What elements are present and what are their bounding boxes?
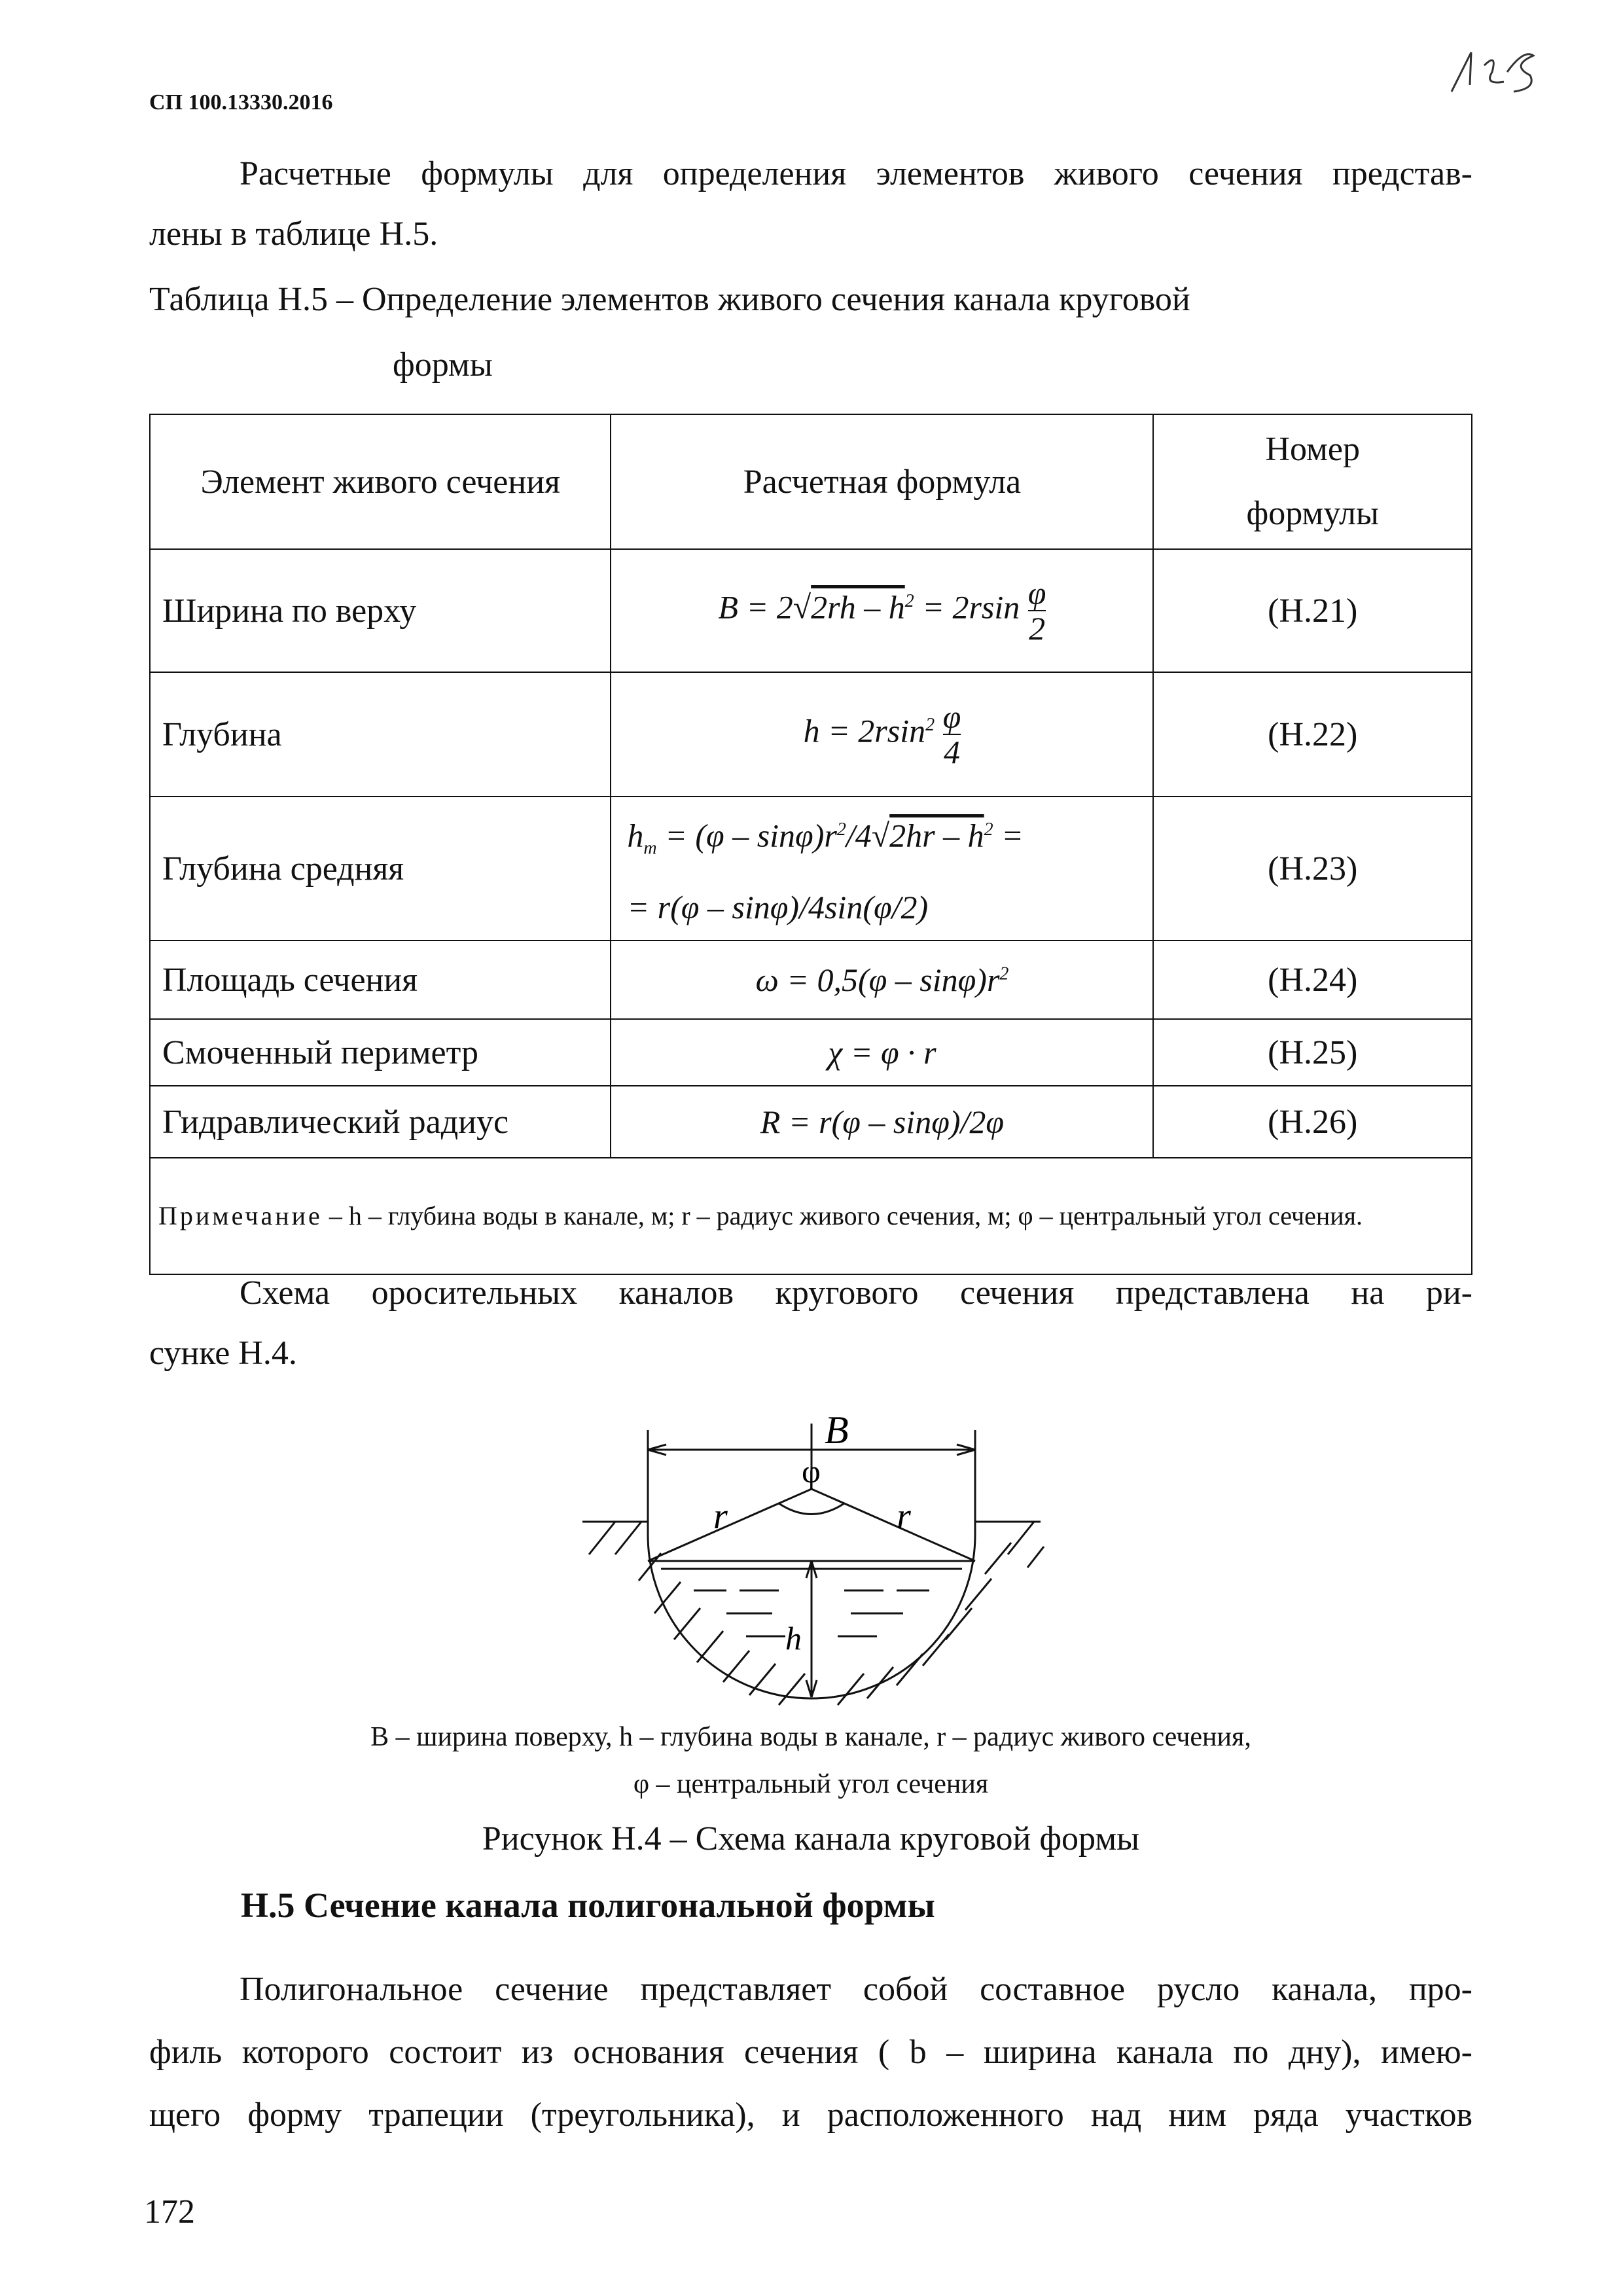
section-heading: Н.5 Сечение канала полигональной формы xyxy=(241,1886,935,1925)
row-element: Ширина по верху xyxy=(150,549,611,672)
section-body-line-1: Полигональное сечение представляет собой составное русло канала, про- xyxy=(240,1971,1472,2008)
table-note: Примечание – h – глубина воды в канале, м; r – радиус живого сечения, м; φ – центральный угол сечения. xyxy=(150,1158,1472,1274)
formula-h26: R = r(φ – sinφ)/2φ xyxy=(611,1086,1153,1158)
scheme-intro-line-1: Схема оросительных каналов кругового сечения представлена на ри- xyxy=(240,1274,1472,1312)
row-element: Гидравлический радиус xyxy=(150,1086,611,1158)
row-element: Глубина xyxy=(150,672,611,797)
label-h: h xyxy=(785,1620,802,1657)
formula-h21: $B = 2√2rh - h^2 = 2rsin$ $\frac{\varphi}{2}$ xyxy=(611,549,1153,672)
figure-legend-line-2: φ – центральный угол сечения xyxy=(633,1769,989,1799)
row-element: Смоченный периметр xyxy=(150,1019,611,1086)
table-header-row xyxy=(150,414,1472,549)
header-element: Элемент живого сечения xyxy=(150,414,611,549)
table-row xyxy=(150,549,1472,672)
table-row xyxy=(150,797,1472,941)
header-formula: Расчетная формула xyxy=(611,414,1153,549)
figure-legend-line-1: B – ширина поверху, h – глубина воды в канале, r – радиус живого сечения, xyxy=(370,1722,1251,1752)
table-row xyxy=(150,1086,1472,1158)
formula-h22: h = 2rsin$^2$ $\frac{\varphi}{4}$ xyxy=(611,672,1153,797)
handwritten-number xyxy=(1445,46,1543,105)
row-element: Глубина средняя xyxy=(150,797,611,941)
table-caption-line-2: формы xyxy=(393,346,493,384)
table-row xyxy=(150,941,1472,1019)
table-caption-line-1: Таблица Н.5 – Определение элементов живого сечения канала круговой xyxy=(149,281,1190,318)
section-body-line-2: филь которого состоит из основания сечения ( b – ширина канала по дну), имею- xyxy=(149,2034,1472,2071)
row-number: (Н.25) xyxy=(1153,1019,1472,1086)
table-note-row xyxy=(150,1158,1472,1274)
channel-diagram xyxy=(576,1404,1047,1712)
formula-h23: $h_m = (\varphi - \sin\varphi)r^2/4√2hr - h^2$ = = r(φ – sinφ)/4sin(φ/2) xyxy=(611,797,1153,941)
channel-figure xyxy=(576,1404,1047,1712)
figure-title: Рисунок Н.4 – Схема канала круговой формы xyxy=(482,1820,1140,1857)
row-number: (Н.22) xyxy=(1153,672,1472,797)
scheme-intro-line-2: сунке Н.4. xyxy=(149,1335,297,1372)
formula-h25: χ = φ · r xyxy=(611,1019,1153,1086)
row-number: (Н.24) xyxy=(1153,941,1472,1019)
row-number: (Н.23) xyxy=(1153,797,1472,941)
row-element: Площадь сечения xyxy=(150,941,611,1019)
document-code: СП 100.13330.2016 xyxy=(149,90,333,115)
row-number: (Н.26) xyxy=(1153,1086,1472,1158)
intro-line-2: лены в таблице Н.5. xyxy=(149,215,438,253)
label-r-right: r xyxy=(897,1496,911,1537)
intro-line-1: Расчетные формулы для определения элементов живого сечения представ- xyxy=(240,155,1472,192)
label-phi: φ xyxy=(802,1453,821,1490)
label-B: B xyxy=(825,1408,849,1452)
label-r-left: r xyxy=(713,1496,728,1537)
row-number: (Н.21) xyxy=(1153,549,1472,672)
formula-table xyxy=(149,414,1472,1275)
formula-h24: $\omega = 0,5(\varphi - \sin\varphi)r^2$ xyxy=(611,941,1153,1019)
table-row xyxy=(150,1019,1472,1086)
section-body-line-3: щего форму трапеции (треугольника), и расположенного над ним ряда участков xyxy=(149,2096,1472,2134)
page-number: 172 xyxy=(144,2193,195,2231)
header-number: Номер формулы xyxy=(1153,414,1472,549)
table-row xyxy=(150,672,1472,797)
